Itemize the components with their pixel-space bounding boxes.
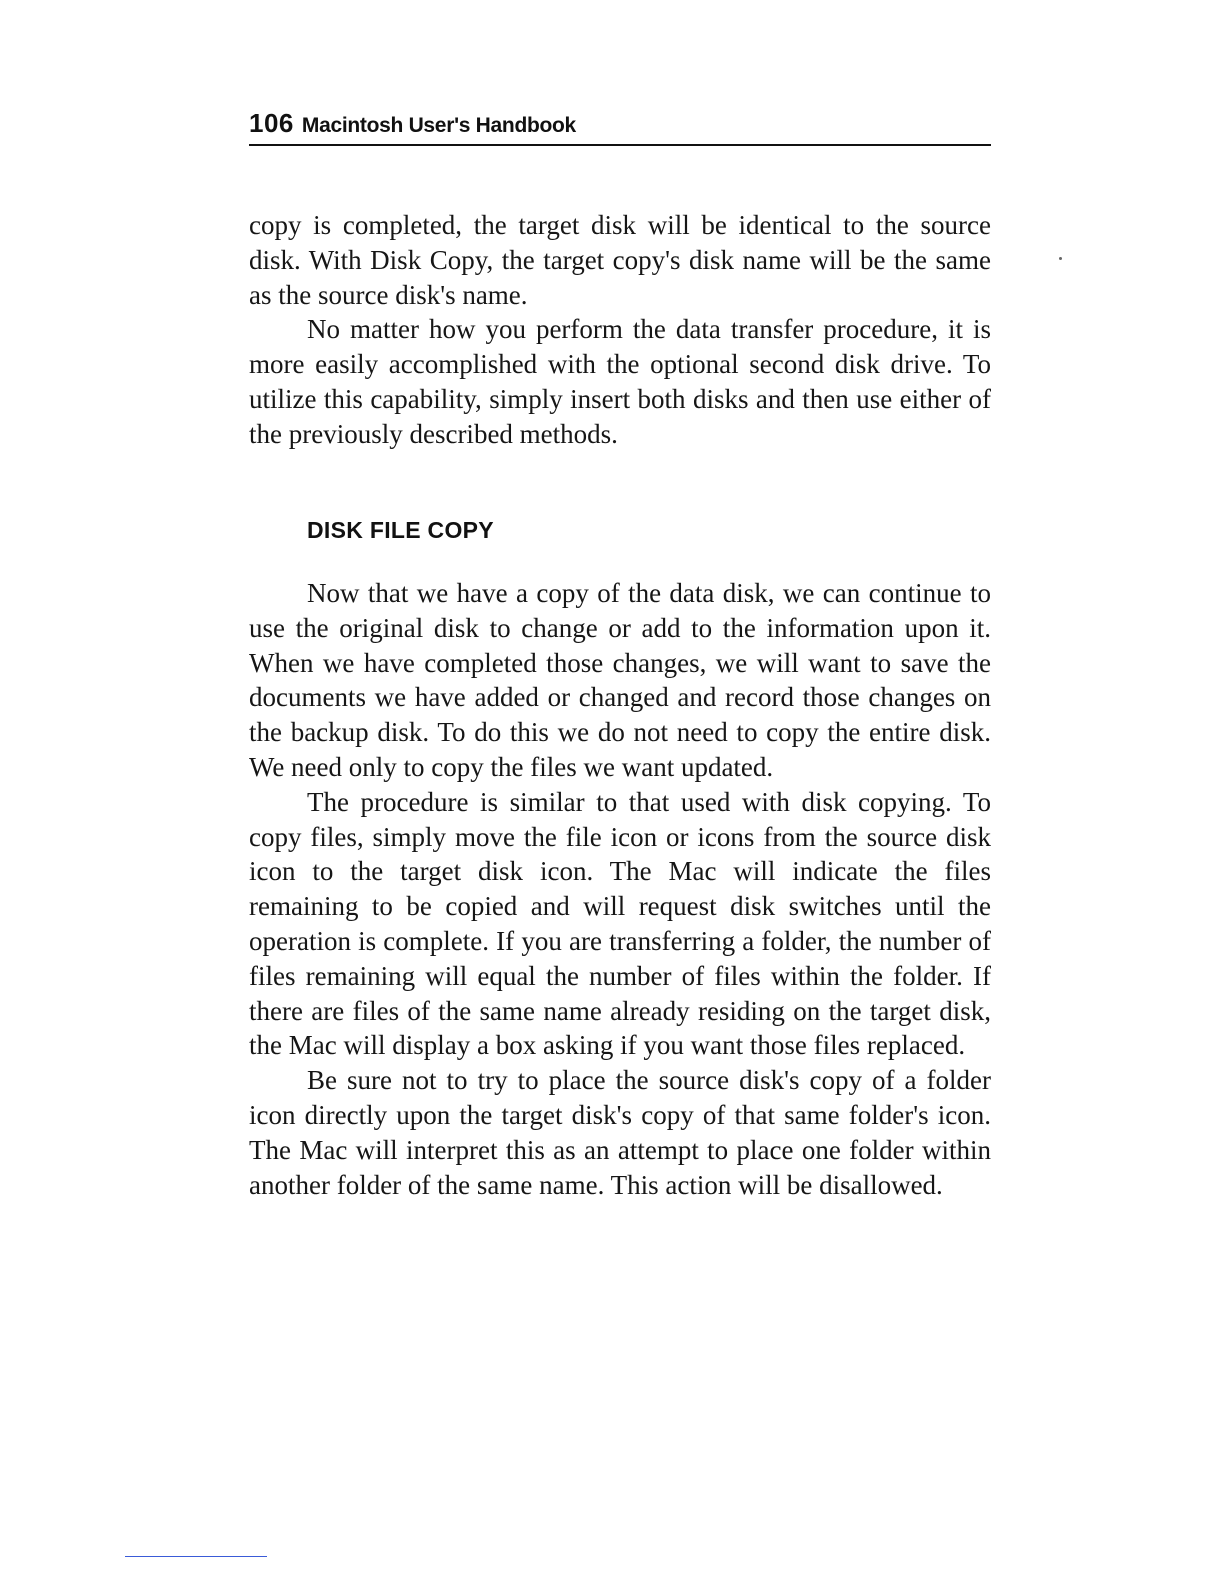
scan-speck: [1059, 257, 1062, 260]
body-text-top: [249, 208, 991, 452]
book-title: Macintosh User's Handbook: [301, 114, 576, 137]
paragraph: No matter how you perform the data transfer procedure, it is more easily accomplished with the optional second disk drive. To utilize this capability, simply insert both disks and then use either of the previously described methods.: [249, 314, 991, 449]
paragraph: The procedure is similar to that used with disk copying. To copy files, simply move the file icon or icons from the source disk icon to the target disk icon. The Mac will indicate the files remaining to be copied and will request disk switches until the operation is complete. If you are transferring a folder, the number of files remaining will equal the number of files within the folder. If there are files of the same name already residing on the target disk, the Mac will display a box asking if you want those files replaced.: [249, 786, 991, 1061]
page-number: 106: [249, 108, 294, 138]
body-text-section: [249, 576, 991, 1202]
paragraph: Be sure not to try to place the source disk's copy of a folder icon directly upon the target disk's copy of that same folder's icon. The Mac will interpret this as an attempt to place one folder within another folder of the same name. This action will be disallowed.: [249, 1065, 991, 1200]
paragraph-continued: copy is completed, the target disk will be identical to the source disk. With Disk Copy, the target copy's disk name will be the same as the source disk's name.: [249, 210, 991, 310]
running-head: [249, 108, 991, 146]
footer-rule: [125, 1556, 267, 1557]
section-heading: DISK FILE COPY: [307, 517, 494, 543]
paragraph: Now that we have a copy of the data disk, we can continue to use the original disk to change or add to the information upon it. When we have completed those changes, we will want to save the documents we have added or changed and record those changes on the backup disk. To do this we do not need to copy the entire disk. We need only to copy the files we want updated.: [249, 578, 991, 782]
